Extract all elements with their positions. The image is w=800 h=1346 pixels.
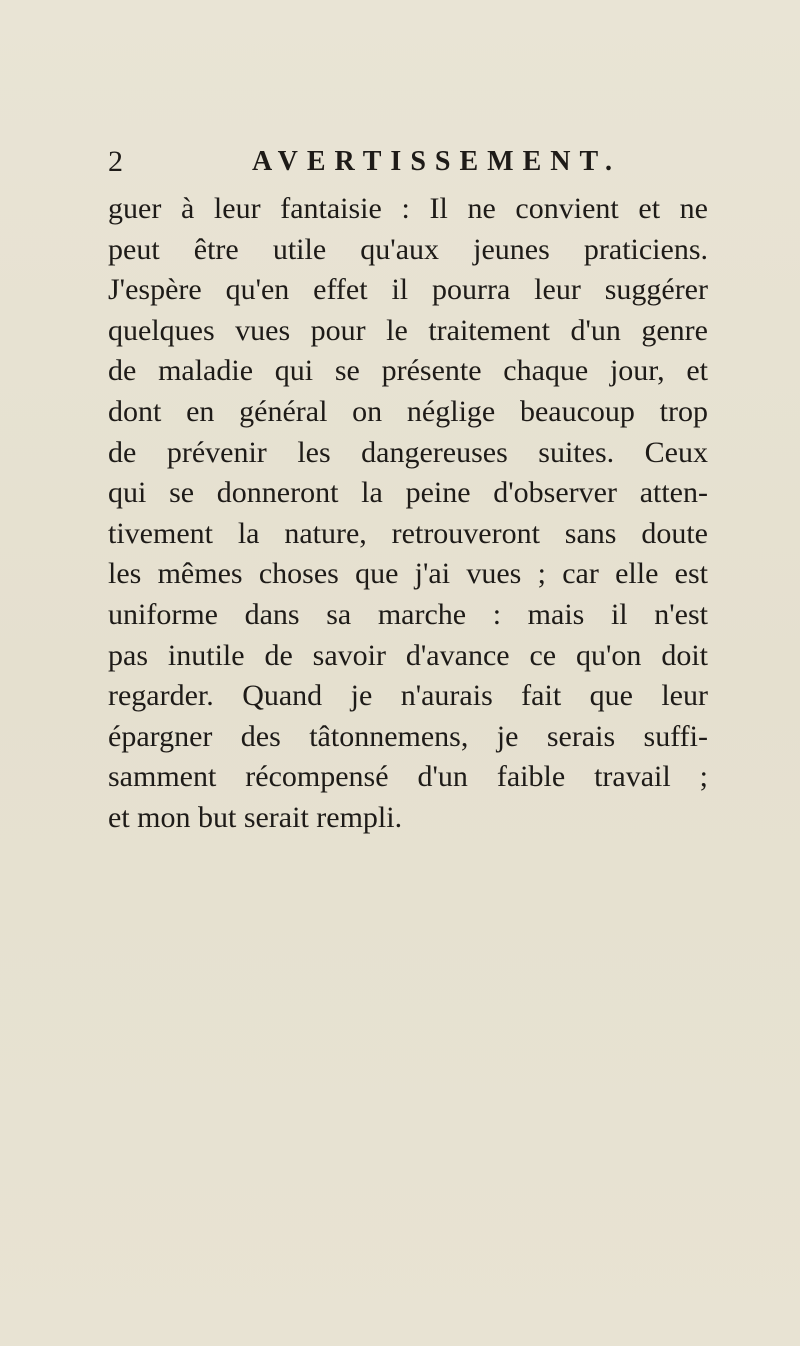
text-line: J'espère qu'en effet il pourra leur suggérer <box>108 273 708 307</box>
text-line: guer à leur fantaisie : Il ne convient et ne <box>108 192 708 225</box>
text-line: tivement la nature, retrouveront sans doute <box>108 516 708 550</box>
text-line: dont en général on néglige beaucoup trop <box>108 394 708 428</box>
body-text <box>108 189 708 839</box>
text-line: peut être utile qu'aux jeunes praticiens. <box>108 232 708 266</box>
text-line: samment récompensé d'un faible travail ; <box>108 760 708 794</box>
text-line: épargner des tâtonnemens, je serais suffi- <box>108 719 708 753</box>
text-line: quelques vues pour le traitement d'un genre <box>108 313 708 347</box>
text-line: les mêmes choses que j'ai vues ; car elle est <box>108 557 708 591</box>
page-number: 2 <box>108 145 123 178</box>
text-line: de maladie qui se présente chaque jour, et <box>108 354 708 388</box>
running-head: AVERTISSEMENT. <box>252 146 622 177</box>
text-line: pas inutile de savoir d'avance ce qu'on doit <box>108 638 708 672</box>
text-line: qui se donneront la peine d'observer atten- <box>108 476 708 510</box>
text-line: regarder. Quand je n'aurais fait que leur <box>108 679 708 713</box>
text-line: uniforme dans sa marche : mais il n'est <box>108 597 708 631</box>
text-line: de prévenir les dangereuses suites. Ceux <box>108 435 708 469</box>
page-header <box>108 142 710 182</box>
text-line-last: et mon but serait rempli. <box>108 800 403 834</box>
